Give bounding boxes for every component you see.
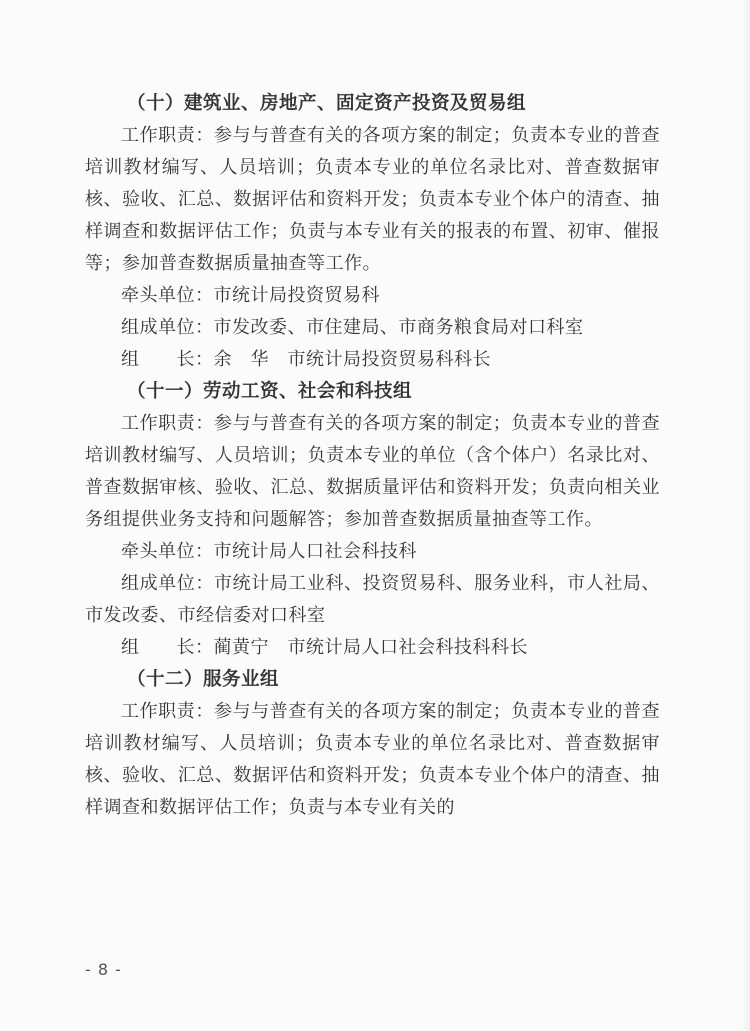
page-number: - 8 - [85,960,122,979]
duties-label: 工作职责： [121,125,214,146]
section-title-10: （十）建筑业、房地产、固定资产投资及贸易组 [127,93,527,114]
member-units-11: 组成单位：市统计局工业科、投资贸易科、服务业科，市人社局、市发改委、市经信委对口科室 [85,573,660,626]
document-body [85,88,660,824]
duties-label: 工作职责： [121,413,214,434]
duties-paragraph-12 [85,696,660,824]
duties-paragraph-11 [85,408,660,536]
lead-unit-11: 牵头单位：市统计局人口社会科技科 [121,541,417,562]
scan-edge [742,0,750,1031]
duties-label: 工作职责： [121,701,214,722]
lead-unit-10: 牵头单位：市统计局投资贸易科 [121,285,380,306]
duties-text: 参与与普查有关的各项方案的制定；负责本专业的普查培训教材编写、人员培训；负责本专业的单位名录比对、普查数据审核、验收、汇总、数据评估和资料开发；负责本专业个体户的清查、抽样调查和数据评估工作；负责与本专业有关的报表的布置、初审、催报等；参加普查数据质量抽查等工作。 [85,125,661,274]
section-title-11: （十一）劳动工资、社会和科技组 [127,381,413,402]
duties-text: 参与与普查有关的各项方案的制定；负责本专业的普查培训教材编写、人员培训；负责本专业的单位名录比对、普查数据审核、验收、汇总、数据评估和资料开发；负责本专业个体户的清查、抽样调查和数据评估工作；负责与本专业有关的 [85,701,661,818]
group-leader-11: 组 长：蔺黄宁 市统计局人口社会科技科科长 [121,637,528,658]
section-title-12: （十二）服务业组 [127,669,280,690]
duties-text: 参与与普查有关的各项方案的制定；负责本专业的普查培训教材编写、人员培训；负责本专业的单位（含个体户）名录比对、普查数据审核、验收、汇总、数据质量评估和资料开发；负责向相关业务组提供业务支持和问题解答；参加普查数据质量抽查等工作。 [85,413,661,530]
group-leader-10: 组 长：余 华 市统计局投资贸易科科长 [121,349,491,370]
duties-paragraph-10 [85,120,660,280]
member-units-10: 组成单位：市发改委、市住建局、市商务粮食局对口科室 [121,317,584,338]
